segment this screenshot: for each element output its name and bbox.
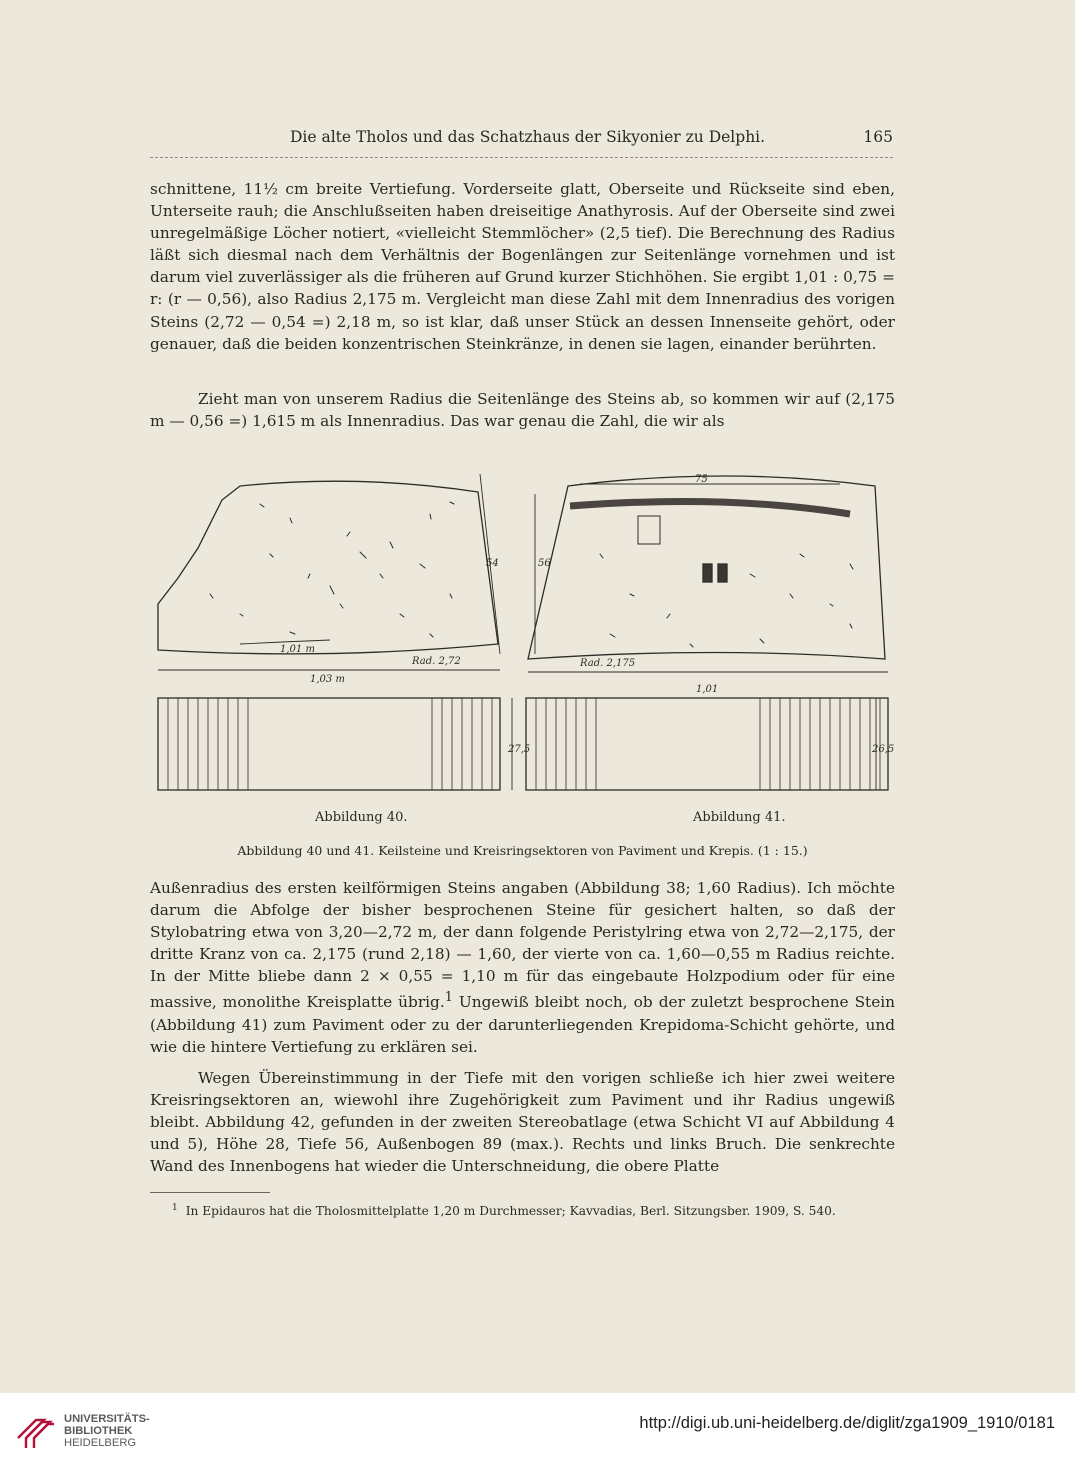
footnote-rule: [150, 1192, 270, 1193]
paragraph-3-part-2: Ungewiß bleibt noch, ob der zuletzt besprochene Stein (Abbildung 41) zum Paviment oder zu der darunterliegenden Krepidoma-Schicht gehörte, und wie die hintere Vertiefung zu erklären sei.: [150, 993, 896, 1056]
dim-rad-40: Rad. 2,72: [412, 656, 461, 667]
footnote-text: In Epidauros hat die Tholosmittelplatte 1,20 m Durchmesser; Kavvadias, Berl. Sitzungsber. 1909, S. 540.: [185, 1204, 836, 1219]
header-rule: [150, 153, 893, 158]
dim-side-40: 54: [486, 558, 499, 569]
dim-height-41: 26,5: [872, 744, 895, 755]
dim-top-41: 75: [695, 474, 708, 485]
running-header: [150, 128, 893, 152]
dim-side-41: 56: [538, 558, 551, 569]
footnote: [150, 1200, 895, 1219]
footer-bar: [0, 1393, 1075, 1477]
dim-rad-41: Rad. 2,175: [580, 658, 636, 669]
institution-line-1: UNIVERSITÄTS-: [64, 1413, 150, 1425]
dim-inner-40: 1,01 m: [280, 644, 315, 655]
figure-label-41: Abbildung 41.: [693, 810, 786, 825]
institution-name: [64, 1413, 150, 1449]
dim-height-40: 27,5: [508, 744, 531, 755]
paragraph-1: schnittene, 11½ cm breite Vertiefung. Vorderseite glatt, Oberseite und Rückseite sind eben, Unterseite rauh; die Anschlußseiten haben dreiseitige Anathyrosis. Auf der Oberseite sind zwei unregelmäßige Löcher notiert, «vielleicht Stemmlöcher» (2,5 tief). Die Berechnung des Radius läßt sich diesmal nach dem Verhältnis der Bogenlängen zur Seitenlänge vornehmen und ist darum viel zuverlässiger als die früheren auf Grund kurzer Stichhöhen. Sie ergibt 1,01 : 0,75 = r: (r — 0,56), also Radius 2,175 m. Vergleicht man diese Zahl mit dem Innenradius des vorigen Steins (2,72 — 0,54 =) 2,18 m, so ist klar, daß unser Stück an dessen Innenseite gehört, oder genauer, daß die beiden konzentrischen Steinkränze, in denen sie lagen, einander berührten.: [150, 180, 895, 353]
paragraph-4: Wegen Übereinstimmung in der Tiefe mit den vorigen schließe ich hier zwei weitere Kreisringsektoren an, wiewohl ihre Zugehörigkeit zum Paviment und ihr Radius ungewiß bleibt. Abbildung 42, gefunden in der zweiten Stereobatlage (etwa Schicht VI auf Abbildung 4 und 5), Höhe 28, Tiefe 56, Außenbogen 89 (max.). Rechts und links Bruch. Die senkrechte Wand des Innenbogens hat wieder die Unterschneidung, die obere Platte: [150, 1069, 895, 1176]
library-logo-icon: [14, 1408, 58, 1452]
paragraph-3: [150, 877, 895, 1058]
running-title: Die alte Tholos und das Schatzhaus der Sikyonier zu Delphi.: [290, 128, 766, 146]
figure-label-40: Abbildung 40.: [315, 810, 408, 825]
institution-line-3: HEIDELBERG: [64, 1437, 137, 1449]
institution-line-2: BIBLIOTHEK: [64, 1425, 133, 1437]
figure-40-41: [150, 454, 895, 804]
page-number: 165: [863, 128, 893, 146]
dim-outer-40: 1,03 m: [310, 674, 345, 685]
source-url-link[interactable]: http://digi.ub.uni-heidelberg.de/diglit/zga1909_1910/0181: [639, 1414, 1055, 1432]
dim-bottom-41: 1,01: [696, 684, 719, 695]
paragraph-3-part-1: Außenradius des ersten keilförmigen Steins angaben (Abbildung 38; 1,60 Radius). Ich möchte darum die Abfolge der bisher besprochenen Steine für gesichert halten, so daß der Stylobatring etwa von 3,20—2,72 m, der dann folgende Peristylring etwa von 2,72—2,175, der dritte Kranz von ca. 2,175 (rund 2,18) — 1,60, der vierte von ca. 1,60—0,55 m Radius reichte. In der Mitte bliebe dann 2 × 0,55 = 1,10 m für das eingebaute Holzpodium oder für eine massive, monolithe Kreisplatte übrig.: [150, 879, 895, 1012]
footnote-ref: 1: [444, 990, 453, 1006]
figure-caption: Abbildung 40 und 41. Keilsteine und Kreisringsektoren von Paviment und Krepis. (1 : 15.): [237, 843, 808, 858]
paragraph-2: Zieht man von unserem Radius die Seitenlänge des Steins ab, so kommen wir auf (2,175 m — 0,56 =) 1,615 m als Innenradius. Das war genau die Zahl, die wir als: [150, 390, 895, 431]
footnote-mark: 1: [172, 1203, 178, 1213]
